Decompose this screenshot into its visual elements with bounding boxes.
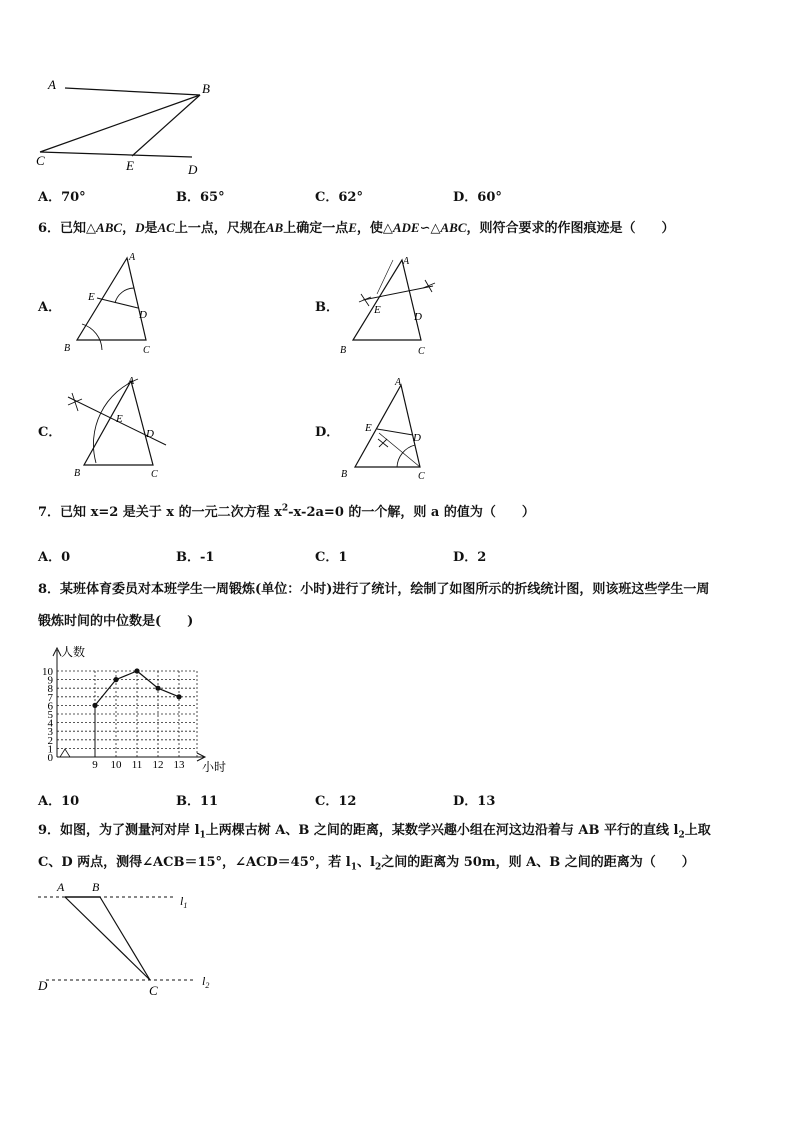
q6a-label-E: E <box>88 291 95 303</box>
q7-option-c[interactable]: C．1 <box>315 550 348 565</box>
chart-x-tick-label: 12 <box>152 759 164 771</box>
q7-option-d[interactable]: D．2 <box>453 550 487 565</box>
chart-y-label: 人数 <box>61 645 86 659</box>
q7-option-a[interactable]: A．0 <box>38 550 71 565</box>
q5-option-c[interactable]: C．62° <box>315 190 363 205</box>
chart-y-tick-label: 10 <box>42 666 53 678</box>
q7-stem: 7．已知 x=2 是关于 x 的一元二次方程 $x^2-x-2a=0$ 的一个解，则 a 的值为（ ） <box>38 503 535 520</box>
chart-y-tick-label: 5 <box>47 709 53 721</box>
q9-stem-line1: 9．如图，为了测量河对岸 $l_1$上两棵古树 A、B 之间的距离，某数学兴趣小组在河这边沿着与 AB 平行的直线 $l_2$上取 <box>38 823 711 841</box>
q6-figure-a <box>60 250 170 358</box>
q9-label-C: C <box>149 983 158 998</box>
q8-stem-line1: 8．某班体育委员对本班学生一周锻炼(单位：小时)进行了统计，绘制了如图所示的折线统计图，则该班这些学生一周 <box>38 582 710 597</box>
q9-label-D: D <box>38 978 48 993</box>
q6-figure-b <box>335 250 450 358</box>
segment-CD <box>40 152 192 157</box>
segment-CB <box>40 95 200 152</box>
q8-option-d[interactable]: D．13 <box>453 794 496 809</box>
q6-stem: 6．已知△ABC，D是AC上一点，尺规在AB上确定一点E，使△ADE∽△ABC，则符合要求的作图痕迹是（ ） <box>38 220 675 236</box>
q9-label-l2: $l_2$ <box>202 974 210 990</box>
segment-AB <box>65 88 200 95</box>
chart-x-tick-label: 11 <box>131 759 143 771</box>
chart-y-tick-label: 3 <box>47 726 53 739</box>
q6d-label-B: B <box>341 469 348 480</box>
q6d-label-A: A <box>395 377 402 388</box>
point-label-C: C <box>36 153 45 168</box>
point-label-D: D <box>188 162 198 177</box>
chart-point <box>155 686 160 691</box>
q6c-label-D: D <box>146 428 154 440</box>
chart-y-tick-label: 0 <box>47 752 53 764</box>
point-label-A: A <box>48 77 56 92</box>
q5-option-b[interactable]: B．65° <box>176 190 225 205</box>
q9-figure <box>30 875 230 1000</box>
q9-label-B: B <box>92 880 100 894</box>
q6a-label-C: C <box>143 345 150 356</box>
q6-figure-d <box>335 375 450 483</box>
chart-y-tick-label: 7 <box>47 691 53 704</box>
q8-stem-line2: 锻炼时间的中位数是( ) <box>38 614 194 629</box>
q6a-label-D: D <box>139 309 147 321</box>
chart-y-tick-label: 2 <box>47 734 53 747</box>
q6-option-d[interactable]: D． <box>315 425 340 440</box>
q8-option-b[interactable]: B．11 <box>176 794 219 809</box>
q6-option-a[interactable]: A． <box>38 300 62 315</box>
chart-point <box>92 703 97 708</box>
chart-y-tick-label: 1 <box>47 743 53 756</box>
q6a-label-B: B <box>64 343 71 354</box>
chart-x-tick-label: 9 <box>92 759 98 771</box>
point-label-B: B <box>202 81 210 96</box>
q5-option-d[interactable]: D．60° <box>453 190 502 205</box>
q6-option-c[interactable]: C． <box>38 425 62 440</box>
q6b-label-B: B <box>340 345 347 356</box>
q8-option-a[interactable]: A．10 <box>38 794 80 809</box>
q5-figure <box>30 70 230 182</box>
q9-label-l1: $l_1$ <box>180 894 188 910</box>
q6b-label-C: C <box>418 346 425 357</box>
chart-y-tick-label: 6 <box>47 700 53 713</box>
q6c-label-C: C <box>151 469 158 480</box>
chart-y-tick-label: 8 <box>47 683 53 696</box>
point-label-E: E <box>126 158 134 173</box>
q6-figure-c <box>60 375 175 480</box>
chart-y-tick-label: 4 <box>47 717 53 730</box>
chart-x-tick-label: 13 <box>173 759 185 771</box>
q6b-label-A: A <box>403 256 410 267</box>
q6c-label-A: A <box>128 376 135 387</box>
q9-label-A: A <box>57 880 65 894</box>
q6a-label-A: A <box>129 252 136 263</box>
q6-option-b[interactable]: B． <box>315 300 339 315</box>
chart-axis-break <box>60 749 70 757</box>
chart-y-tick-label: 9 <box>47 674 53 687</box>
chart-x-label: 小时 <box>202 760 227 774</box>
chart-x-tick-label: 10 <box>110 759 122 771</box>
q6b-label-E: E <box>374 304 381 316</box>
q5-option-a[interactable]: A．70° <box>38 190 86 205</box>
chart-axes <box>53 648 205 761</box>
chart-point <box>113 677 118 682</box>
q6d-label-D: D <box>413 432 421 444</box>
segment-EB <box>132 95 200 156</box>
chart-point <box>176 694 181 699</box>
chart-point <box>134 668 139 673</box>
q6c-label-B: B <box>74 468 81 479</box>
q6d-label-E: E <box>365 422 372 434</box>
q6d-label-C: C <box>418 471 425 482</box>
chart-grid <box>57 671 197 757</box>
q6b-label-D: D <box>414 311 422 323</box>
q8-line-chart <box>30 640 255 775</box>
q6c-label-E: E <box>116 413 123 425</box>
q7-option-b[interactable]: B．-1 <box>176 550 215 565</box>
q9-stem-line2: C、D 两点，测得∠ACB＝15°，∠ACD＝45°，若 $l_1$、$l_2$之间的距离为 50m，则 A、B 之间的距离为（ ） <box>38 855 695 873</box>
q8-option-c[interactable]: C．12 <box>315 794 357 809</box>
